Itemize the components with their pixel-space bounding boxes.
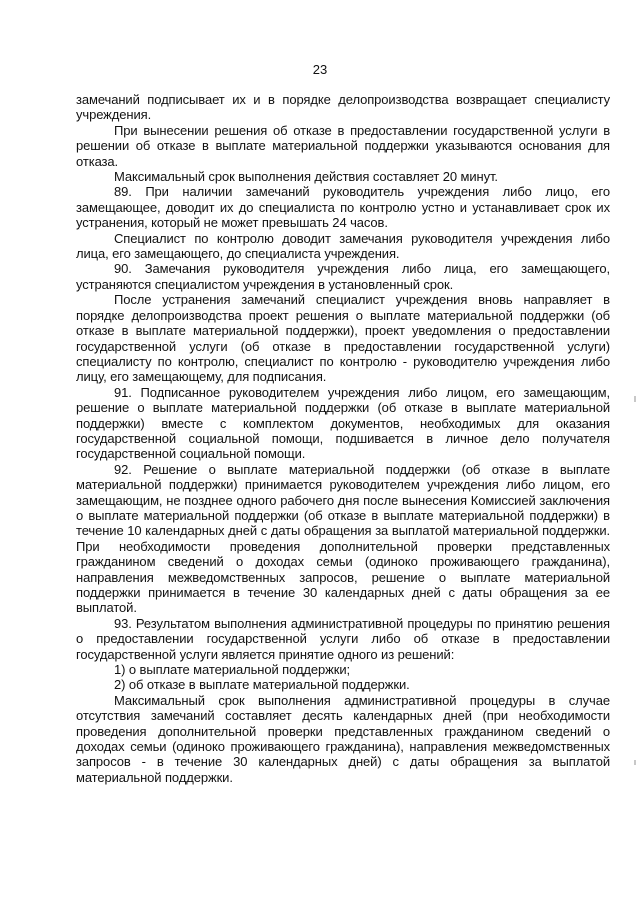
paragraph-92: 92. Решение о выплате материальной поддержки (об отказе в выплате материальной поддержки) принимается руководителем учреждения либо лицом, его замещающим, не позднее одного рабочего дня после вынесения Комиссией заключения о выплате материальной поддержки (об отказе в выплате материальной поддержки) в течение 10 календарных дней с даты обращения за выплатой материальной поддержки. При необходимости проведения дополнительной проверки представленных гражданином сведений о доходах семьи (одиноко проживающего гражданина), направления межведомственных запросов, решение о выплате материальной поддержки принимается в течение 30 календарных дней с даты обращения за ее выплатой. — [76, 461, 610, 616]
paragraph-90-resubmit: После устранения замечаний специалист учреждения вновь направляет в порядке делопроизводства проект решения о выплате материальной поддержки (об отказе в выплате материальной поддержки), проект уведомления о предоставлении государственной услуги (об отказе в предоставлении государственной услуги) специалисту по контролю, специалист по контролю - руководителю учреждения либо лицу, его замещающему, для подписания. — [76, 292, 610, 385]
paragraph-max-time-20-min: Максимальный срок выполнения действия составляет 20 минут. — [114, 169, 498, 185]
scan-edge-mark — [634, 760, 636, 765]
paragraph-89-controller: Специалист по контролю доводит замечания руководителя учреждения либо лица, его замещающего, до специалиста учреждения. — [76, 230, 610, 262]
paragraph-91: 91. Подписанное руководителем учреждения либо лицом, его замещающим, решение о выплате материальной поддержки (об отказе в выплате материальной поддержки) вместе с комплектом документов, необходимых для оказания государственной социальной помощи, подшивается в личное дело получателя государственной социальной помощи. — [76, 384, 610, 462]
page-number: 23 — [312, 62, 328, 77]
paragraph-93: 93. Результатом выполнения административной процедуры по принятию решения о предоставлении государственной услуги либо об отказе в предоставлении государственной услуги является принятие одного из решений: — [76, 615, 610, 662]
list-item-1: 1) о выплате материальной поддержки; — [114, 662, 351, 678]
scan-edge-mark — [634, 396, 636, 402]
paragraph-continuation: замечаний подписывает их и в порядке делопроизводства возвращает специалисту учреждения. — [76, 92, 610, 123]
list-item-2: 2) об отказе в выплате материальной поддержки. — [114, 677, 410, 693]
paragraph-max-time-10-days: Максимальный срок выполнения административной процедуры в случае отсутствия замечаний составляет десять календарных дней (при необходимости проведения дополнительной проверки представленных гражданином сведений о доходах семьи (одиноко проживающего гражданина), направления межведомственных запросов - в течение 30 календарных дней) с даты обращения за выплатой материальной поддержки. — [76, 692, 610, 785]
paragraph-90: 90. Замечания руководителя учреждения либо лица, его замещающего, устраняются специалистом учреждения в установленный срок. — [76, 261, 610, 292]
paragraph-89: 89. При наличии замечаний руководитель учреждения либо лицо, его замещающее, доводит их до специалиста по контролю устно и устанавливает срок их устранения, который не может превышать 24 часов. — [76, 184, 610, 231]
document-body — [76, 92, 610, 785]
paragraph-refusal-grounds: При вынесении решения об отказе в предоставлении государственной услуги в решении об отказе в выплате материальной поддержки указываются основания для отказа. — [76, 122, 610, 169]
